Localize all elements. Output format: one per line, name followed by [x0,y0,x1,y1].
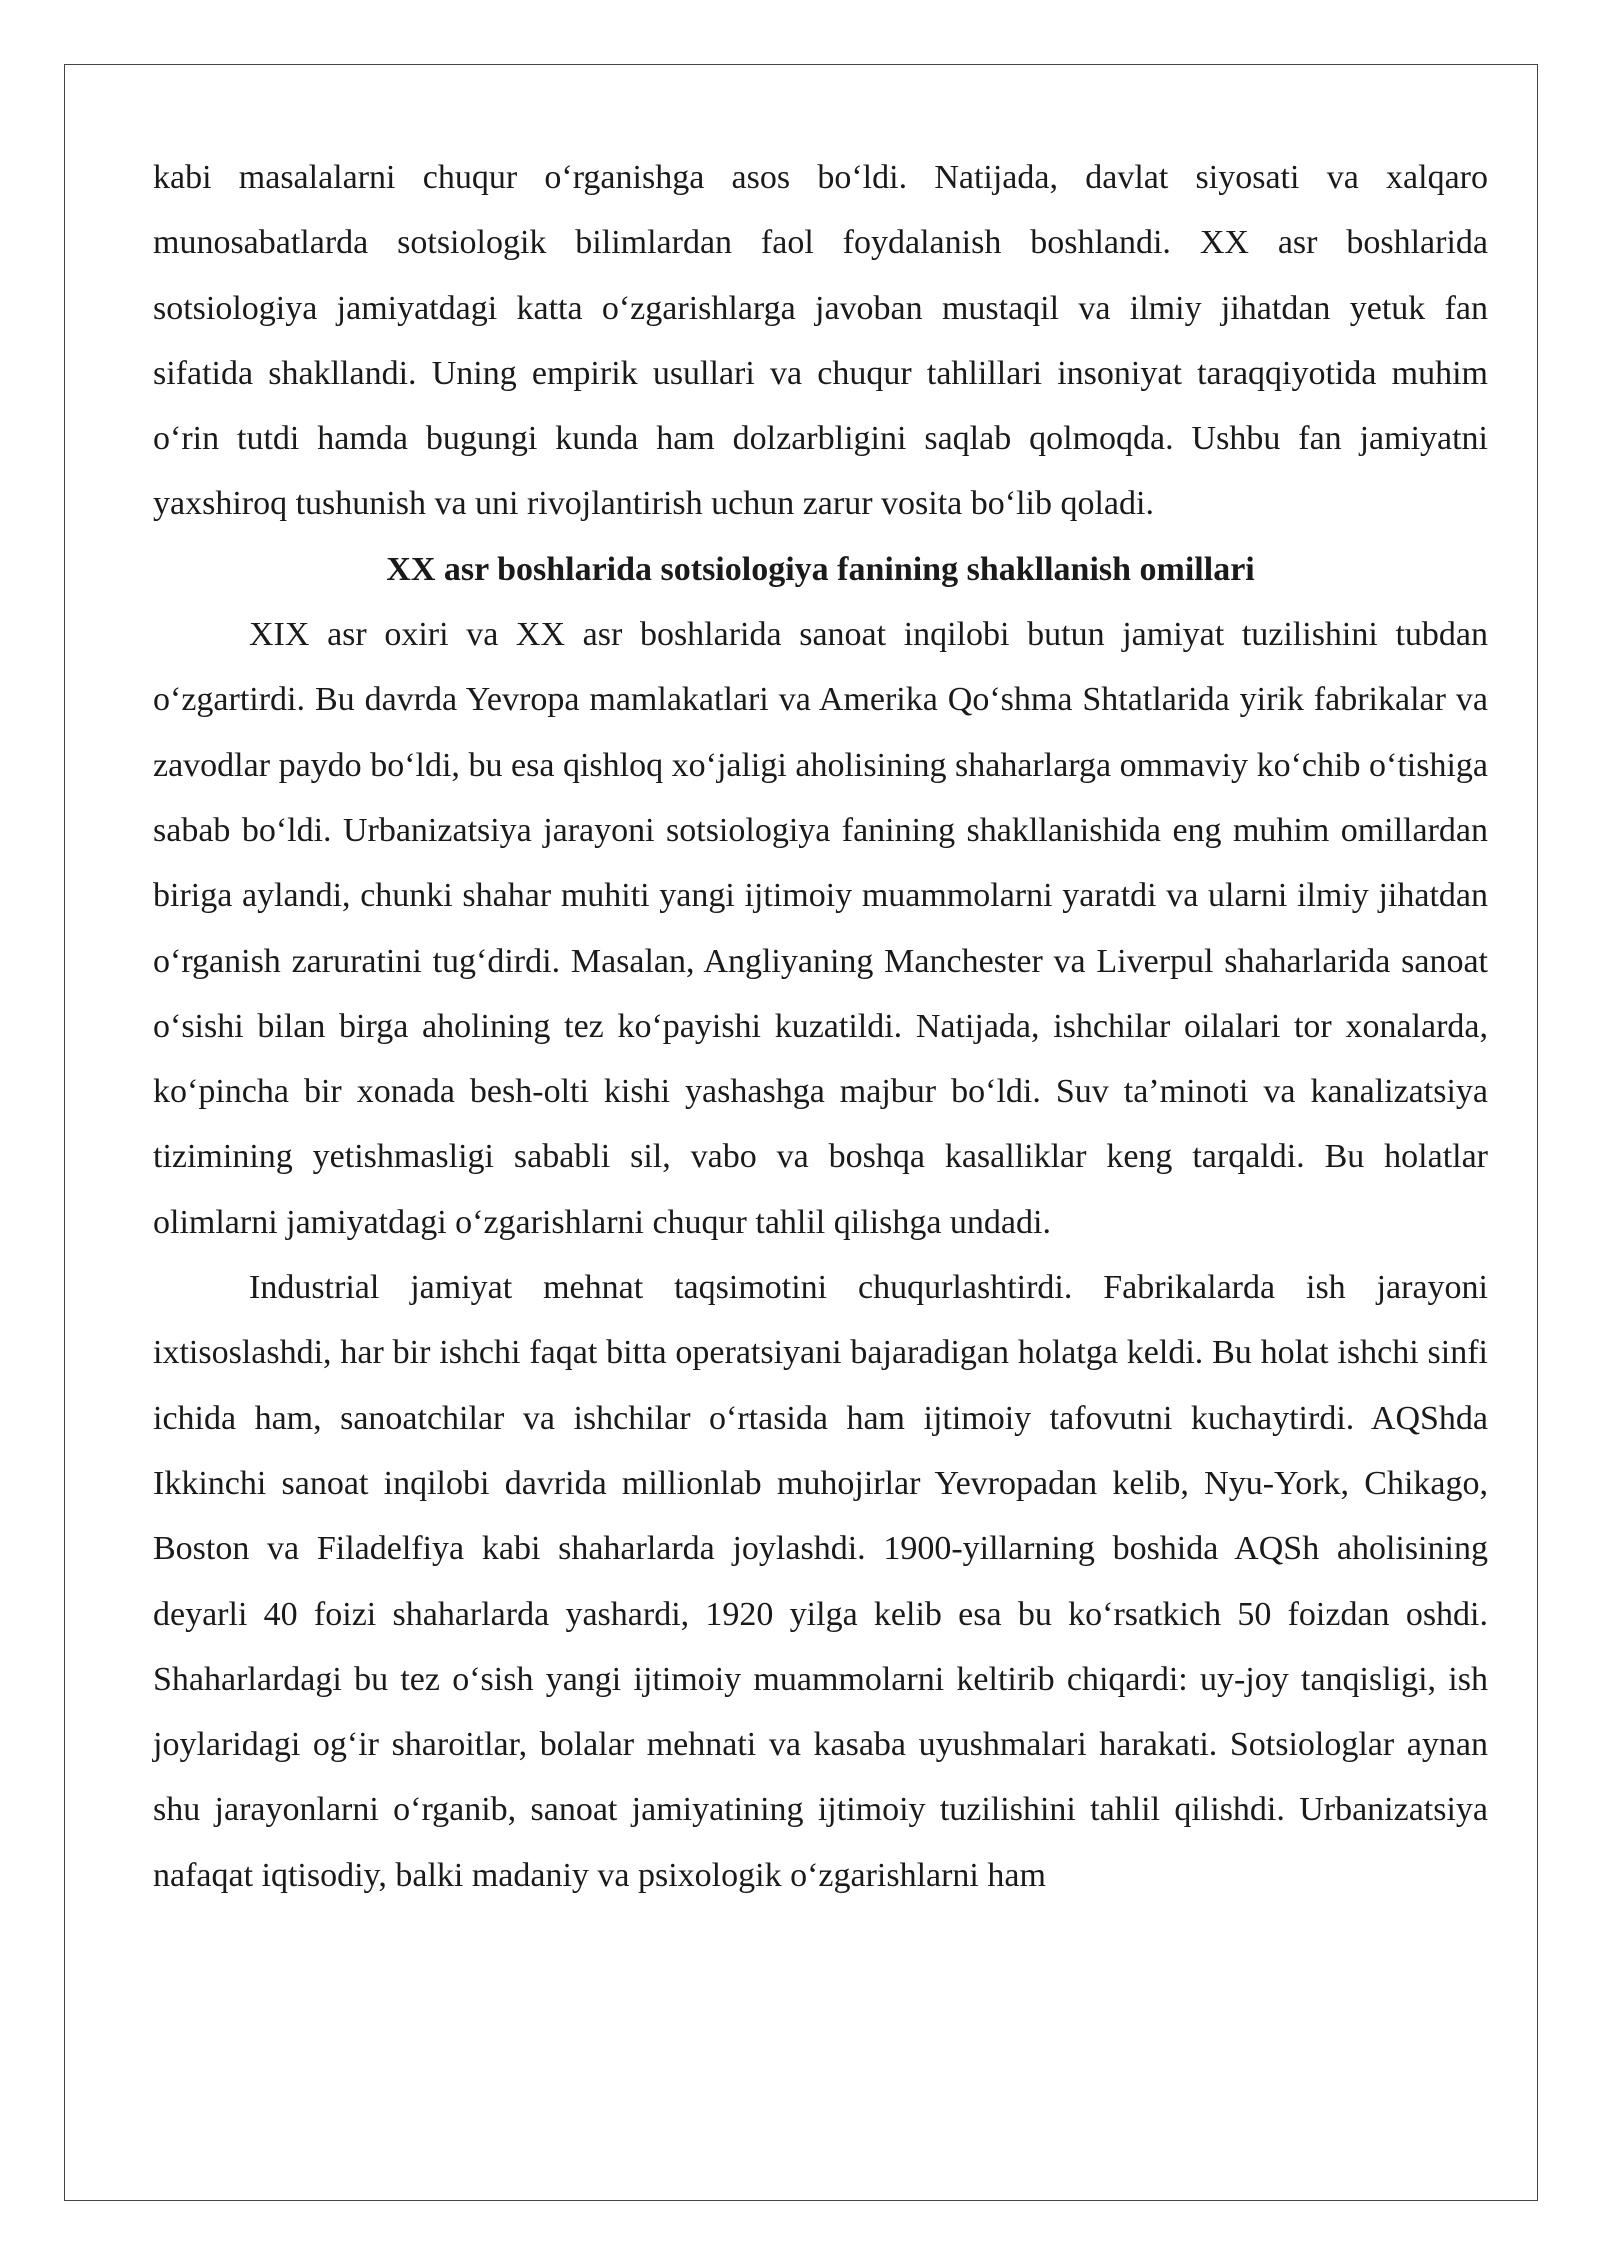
paragraph-urbanization: XIX asr oxiri va XX asr boshlarida sanoat inqilobi butun jamiyat tuzilishini tubdan o‘zgartirdi. Bu davrda Yevropa mamlakatlari va Amerika Qo‘shma Shtatlarida yirik fabrikalar va zavodlar paydo bo‘ldi, bu esa qishloq xo‘jaligi aholisining shaharlarga ommaviy ko‘chib o‘tishiga sabab bo‘ldi. Urbanizatsiya jarayoni sotsiologiya fanining shakllanishida eng muhim omillardan biriga aylandi, chunki shahar muhiti yangi ijtimoiy muammolarni yaratdi va ularni ilmiy jihatdan o‘rganish zaruratini tug‘dirdi. Masalan, Angliyaning Manchester va Liverpul shaharlarida sanoat o‘sishi bilan birga aholining tez ko‘payishi kuzatildi. Natijada, ishchilar oilalari tor xonalarda, ko‘pincha bir xonada besh-olti kishi yashashga majbur bo‘ldi. Suv ta’minoti va kanalizatsiya tizimining yetishmasligi sababli sil, vabo va boshqa kasalliklar keng tarqaldi. Bu holatlar olimlarni jamiyatdagi o‘zgarishlarni chuqur tahlil qilishga undadi. [153,616,1488,1241]
paragraph-industrial-society: Industrial jamiyat mehnat taqsimotini chuqurlashtirdi. Fabrikalarda ish jarayoni ixtisoslashdi, har bir ishchi faqat bitta operatsiyani bajaradigan holatga keldi. Bu holat ishchi sinfi ichida ham, sanoatchilar va ishchilar o‘rtasida ham ijtimoiy tafovutni kuchaytirdi. AQShda Ikkinchi sanoat inqilobi davrida millionlab muhojirlar Yevropadan kelib, Nyu-York, Chikago, Boston va Filadelfiya kabi shaharlarda joylashdi. 1900-yillarning boshida AQSh aholisining deyarli 40 foizi shaharlarda yashardi, 1920 yilga kelib esa bu ko‘rsatkich 50 foizdan oshdi. Shaharlardagi bu tez o‘sish yangi ijtimoiy muammolarni keltirib chiqardi: uy-joy tanqisligi, ish joylaridagi og‘ir sharoitlar, bolalar mehnati va kasaba uyushmalari harakati. Sotsiologlar aynan shu jarayonlarni o‘rganib, sanoat jamiyatining ijtimoiy tuzilishini tahlil qilishdi. Urbanizatsiya nafaqat iqtisodiy, balki madaniy va psixologik o‘zgarishlarni ham [153,1269,1488,1894]
paragraph-continuation: kabi masalalarni chuqur o‘rganishga asos bo‘ldi. Natijada, davlat siyosati va xalqaro munosabatlarda sotsiologik bilimlardan faol foydalanish boshlandi. XX asr boshlarida sotsiologiya jamiyatdagi katta o‘zgarishlarga javoban mustaqil va ilmiy jihatdan yetuk fan sifatida shakllandi. Uning empirik usullari va chuqur tahlillari insoniyat taraqqiyotida muhim o‘rin tutdi hamda bugungi kunda ham dolzarbligini saqlab qolmoqda. Ushbu fan jamiyatni yaxshiroq tushunish va uni rivojlantirish uchun zarur vosita bo‘lib qoladi. [153,159,1488,523]
document-body [153,145,1488,1908]
section-heading: XX asr boshlarida sotsiologiya fanining shakllanish omillari [386,550,1255,588]
